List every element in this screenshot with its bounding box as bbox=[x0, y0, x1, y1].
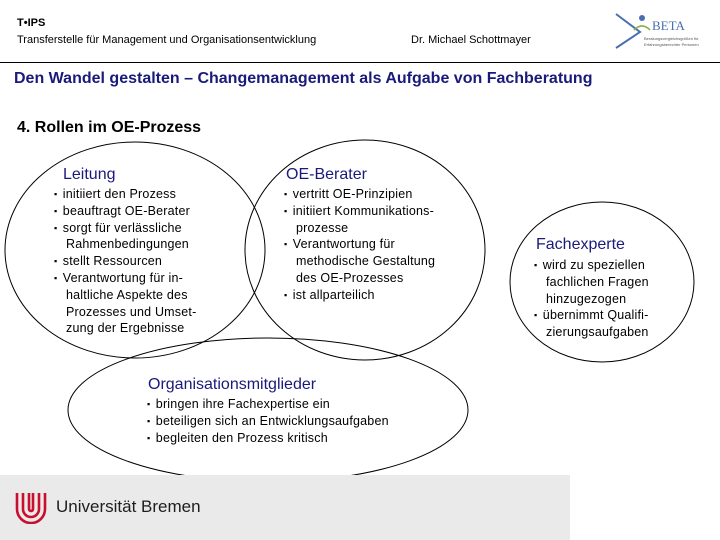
list-item: ▪ Verantwortung für methodische Gestaltung des OE-Prozesses bbox=[284, 236, 494, 286]
list-item: ▪ vertritt OE-Prinzipien bbox=[284, 186, 494, 203]
list-item: ▪ wird zu speziellen fachlichen Fragen hinzugezogen bbox=[534, 257, 704, 307]
slide-title: Den Wandel gestalten – Changemanagement als Aufgabe von Fachberatung bbox=[14, 70, 593, 87]
list-item: ▪ initiiert den Prozess bbox=[54, 186, 244, 203]
oe-berater-list bbox=[284, 186, 494, 304]
university-name: Universität Bremen bbox=[56, 497, 201, 516]
author-name: Dr. Michael Schottmayer bbox=[411, 34, 531, 46]
role-title-organisationsmitglieder: Organisationsmitglieder bbox=[148, 376, 317, 393]
list-item: ▪ stellt Ressourcen bbox=[54, 253, 244, 270]
department-name: Transferstelle für Management und Organisationsentwicklung bbox=[17, 34, 317, 46]
beta-tagline-line: Erfahrungsberechter Personen bbox=[644, 42, 699, 47]
list-item: ▪ beteiligen sich an Entwicklungsaufgaben bbox=[147, 413, 457, 430]
beta-logo-name: BETA bbox=[652, 18, 685, 33]
fachexperte-list bbox=[534, 257, 704, 341]
list-item: ▪ beauftragt OE-Berater bbox=[54, 203, 244, 220]
beta-tagline-line: Beratungsvergleichsgrößen für bbox=[644, 36, 699, 41]
list-item: ▪ übernimmt Qualifi- zierungsaufgaben bbox=[534, 307, 704, 341]
university-bremen-logo-icon bbox=[14, 490, 48, 524]
list-item: ▪ begleiten den Prozess kritisch bbox=[147, 430, 457, 447]
role-title-oe-berater: OE-Berater bbox=[286, 166, 367, 183]
list-item: ▪ Verantwortung für in- haltliche Aspekte des Prozesses und Umset- zung der Ergebnisse bbox=[54, 270, 244, 337]
organisationsmitglieder-list bbox=[147, 396, 457, 446]
list-item: ▪ bringen ihre Fachexpertise ein bbox=[147, 396, 457, 413]
list-item: ▪ ist allparteilich bbox=[284, 287, 494, 304]
list-item: ▪ sorgt für verlässliche Rahmenbedingungen bbox=[54, 220, 244, 254]
leitung-list bbox=[54, 186, 244, 337]
section-heading: 4. Rollen im OE-Prozess bbox=[17, 119, 202, 136]
list-item: ▪ initiiert Kommunikations- prozesse bbox=[284, 203, 494, 237]
role-title-fachexperte: Fachexperte bbox=[536, 236, 625, 253]
organization-name: T•IPS bbox=[17, 17, 46, 29]
role-title-leitung: Leitung bbox=[63, 166, 116, 183]
